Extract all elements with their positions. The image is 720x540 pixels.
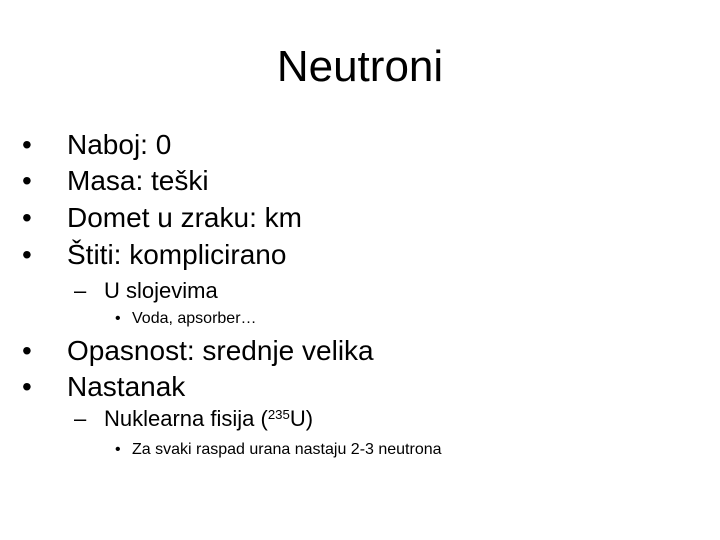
sub-sub-bullet-text: Voda, apsorber… (132, 310, 257, 327)
sub-bullet-marker: – (74, 278, 87, 303)
bullet-marker: • (22, 239, 32, 270)
bullet-marker: • (22, 335, 32, 366)
fission-suffix: U) (289, 406, 314, 431)
sub-bullet-text (104, 406, 313, 432)
bullet-text: Nastanak (67, 371, 186, 402)
bullet-text: Štiti: komplicirano (67, 239, 287, 270)
bullet-marker: • (22, 202, 32, 233)
sub-sub-bullet-marker: • (115, 441, 121, 458)
bullet-marker: • (22, 165, 32, 196)
sub-bullet-marker: – (74, 406, 87, 431)
bullet-text: Masa: teški (67, 165, 209, 196)
sub-sub-bullet-text: Za svaki raspad urana nastaju 2-3 neutrona (132, 441, 442, 458)
sub-sub-bullet-marker: • (115, 310, 121, 327)
bullet-text: Domet u zraku: km (67, 202, 302, 233)
sub-bullet-text: U slojevima (104, 278, 218, 303)
bullet-marker: • (22, 129, 32, 160)
fission-prefix: Nuklearna fisija ( (104, 406, 268, 431)
bullet-text: Opasnost: srednje velika (67, 335, 374, 366)
isotope-superscript: 235 (267, 407, 290, 423)
bullet-marker: • (22, 371, 32, 402)
bullet-text: Naboj: 0 (67, 129, 172, 160)
slide-title: Neutroni (276, 42, 444, 91)
